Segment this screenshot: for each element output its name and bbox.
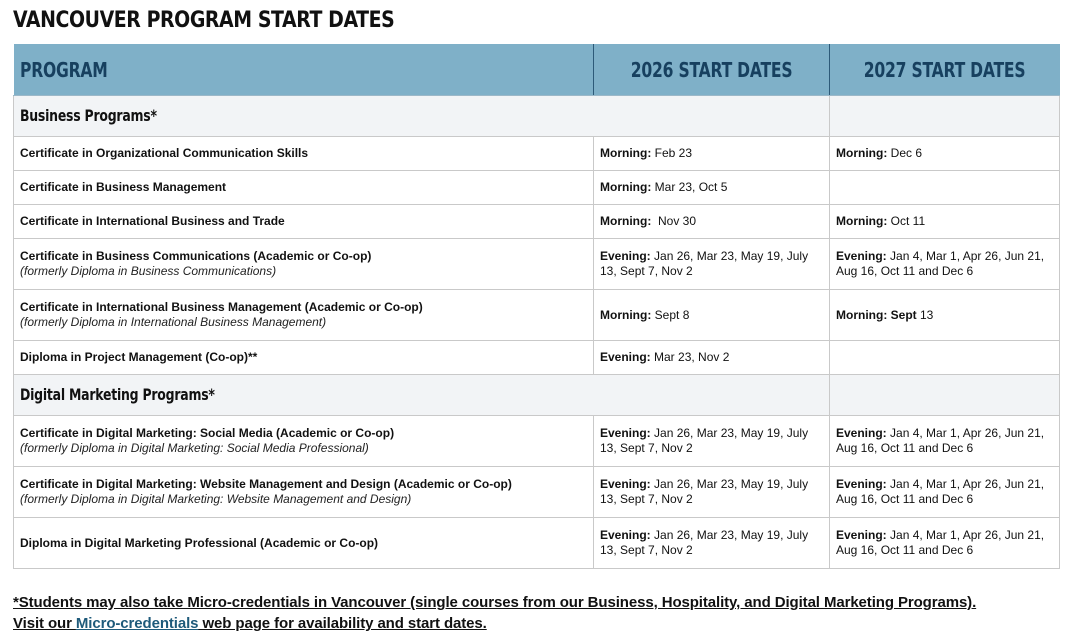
dates-2026-cell: Morning: Sept 8 — [594, 290, 830, 341]
table-header-row — [14, 44, 1060, 96]
program-former-name: (formerly Diploma in Digital Marketing: Website Management and Design) — [20, 492, 412, 506]
dates-2027-cell: Evening: Jan 4, Mar 1, Apr 26, Jun 21, Aug 16, Oct 11 and Dec 6 — [830, 467, 1060, 518]
table-row — [14, 341, 1060, 375]
dates-2026-cell: Morning: Mar 23, Oct 5 — [594, 171, 830, 205]
table-row — [14, 205, 1060, 239]
header-2027-start-dates: 2027 START DATES — [830, 44, 1060, 96]
dates-2027-cell — [830, 171, 1060, 205]
dates-2026-cell: Evening: Jan 26, Mar 23, May 19, July 13, Sept 7, Nov 2 — [594, 467, 830, 518]
table-row — [14, 137, 1060, 171]
section-row-business — [14, 96, 1060, 137]
dates-2027-cell: Morning: Dec 6 — [830, 137, 1060, 171]
program-name: Diploma in Digital Marketing Professional (Academic or Co-op) — [20, 535, 379, 550]
program-name: Certificate in Business Communications (Academic or Co-op) — [20, 249, 372, 263]
dates-2027-cell: Morning: Oct 11 — [830, 205, 1060, 239]
dates-2027-cell: Morning: Sept 13 — [830, 290, 1060, 341]
table-row — [14, 467, 1060, 518]
dates-2027-cell — [830, 341, 1060, 375]
dates-2026-cell: Morning: Nov 30 — [594, 205, 830, 239]
table-row — [14, 416, 1060, 467]
table-row — [14, 290, 1060, 341]
footnote-line-2: Visit our Micro-credentials web page for availability and start dates. — [13, 615, 487, 632]
program-cell — [14, 239, 594, 290]
section-title-cell: Business Programs* — [14, 96, 830, 137]
dates-2026-cell: Evening: Mar 23, Nov 2 — [594, 341, 830, 375]
program-former-name: (formerly Diploma in Business Communications) — [20, 264, 277, 278]
dates-2026-cell: Evening: Jan 26, Mar 23, May 19, July 13, Sept 7, Nov 2 — [594, 518, 830, 569]
section-row-digital-marketing — [14, 375, 1060, 416]
program-cell — [14, 416, 594, 467]
dates-2027-cell: Evening: Jan 4, Mar 1, Apr 26, Jun 21, Aug 16, Oct 11 and Dec 6 — [830, 518, 1060, 569]
footnote — [13, 592, 1063, 634]
program-cell — [14, 205, 594, 239]
header-2026-start-dates: 2026 START DATES — [594, 44, 830, 96]
footnote-line-1: *Students may also take Micro-credentials in Vancouver (single courses from our Business, Hospitality, and Digital Marketing Programs). — [13, 594, 977, 611]
table-row — [14, 239, 1060, 290]
program-name: Certificate in Digital Marketing: Website Management and Design (Academic or Co-op) — [20, 477, 512, 491]
program-name: Certificate in International Business Management (Academic or Co-op) — [20, 300, 423, 314]
table-row — [14, 171, 1060, 205]
program-name: Certificate in Organizational Communication Skills — [20, 146, 309, 160]
program-cell — [14, 171, 594, 205]
program-name: Certificate in International Business and Trade — [20, 214, 285, 228]
section-empty-cell — [830, 375, 1060, 416]
dates-2026-cell: Morning: Feb 23 — [594, 137, 830, 171]
header-program: PROGRAM — [14, 44, 594, 96]
program-cell — [14, 341, 594, 375]
page-title: VANCOUVER PROGRAM START DATES — [13, 8, 395, 33]
program-name: Certificate in Digital Marketing: Social Media (Academic or Co-op) — [20, 426, 395, 440]
start-dates-table — [13, 44, 1060, 569]
section-title-cell: Digital Marketing Programs* — [14, 375, 830, 416]
table-row — [14, 518, 1060, 569]
program-cell — [14, 290, 594, 341]
program-cell — [14, 137, 594, 171]
micro-credentials-link[interactable]: Micro-credentials — [75, 615, 199, 632]
dates-2027-cell: Evening: Jan 4, Mar 1, Apr 26, Jun 21, Aug 16, Oct 11 and Dec 6 — [830, 416, 1060, 467]
section-empty-cell — [830, 96, 1060, 137]
dates-2027-cell: Evening: Jan 4, Mar 1, Apr 26, Jun 21, Aug 16, Oct 11 and Dec 6 — [830, 239, 1060, 290]
dates-2026-cell: Evening: Jan 26, Mar 23, May 19, July 13, Sept 7, Nov 2 — [594, 239, 830, 290]
dates-2026-cell: Evening: Jan 26, Mar 23, May 19, July 13, Sept 7, Nov 2 — [594, 416, 830, 467]
program-name: Certificate in Business Management — [20, 180, 227, 194]
program-cell — [14, 467, 594, 518]
program-former-name: (formerly Diploma in Digital Marketing: Social Media Professional) — [20, 441, 369, 455]
program-name: Diploma in Project Management (Co-op)** — [20, 350, 258, 364]
program-cell — [14, 518, 594, 569]
program-former-name: (formerly Diploma in International Business Management) — [20, 315, 327, 329]
